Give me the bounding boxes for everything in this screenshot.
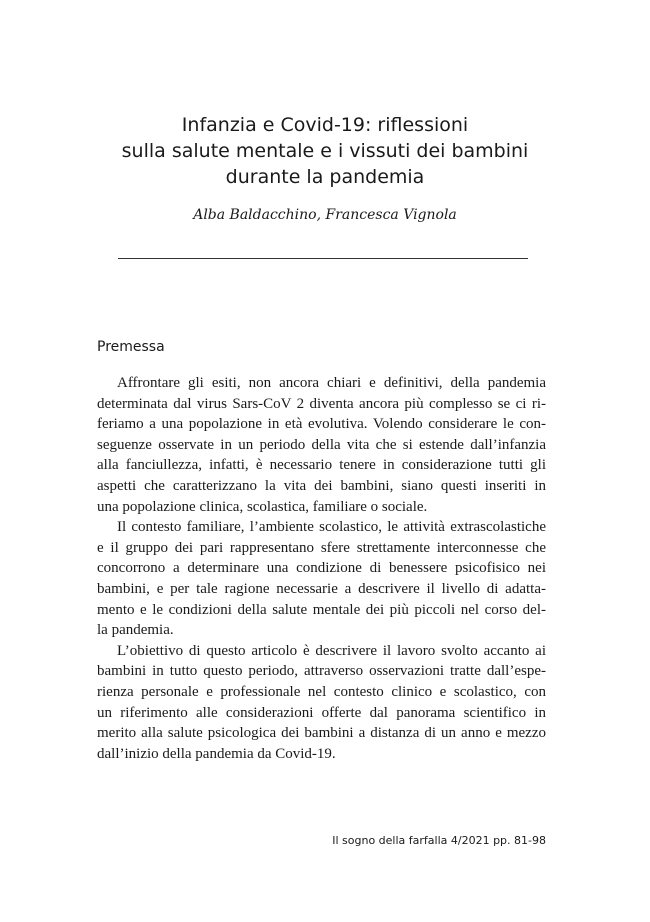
text-line: e il gruppo dei pari rappresentano sfere strettamente interconnesse che (97, 539, 546, 556)
text-line: alla fanciullezza, infatti, è necessario tenere in considerazione tutti gli (97, 457, 546, 474)
article-title (0, 112, 650, 190)
title-line: sulla salute mentale e i vissuti dei bambini (121, 140, 529, 162)
text-line: la pandemia. (97, 622, 174, 639)
paragraph (97, 517, 546, 641)
title-line: Infanzia e Covid-19: riflessioni (181, 114, 469, 136)
title-line: durante la pandemia (225, 166, 425, 188)
text-line: bambini, e per tale ragione necessarie a descrivere il livello di adatta- (97, 580, 546, 597)
text-line: merito alla salute psicologica dei bambini a distanza di un anno e mezzo (97, 725, 546, 742)
text-line: Affrontare gli esiti, non ancora chiari e definitivi, della pandemia (117, 375, 546, 391)
text-line: seguenze osservate in un periodo della vita che si estende dall’infanzia (97, 436, 546, 453)
text-line: Il contesto familiare, l’ambiente scolastico, le attività extrascolastiche (117, 519, 546, 536)
paragraph (97, 373, 546, 517)
text-line: determinata dal virus Sars-CoV 2 diventa ancora più complesso se ci ri- (97, 395, 546, 412)
text-line: bambini in tutto questo periodo, attraverso osservazioni tratte dall’espe- (97, 663, 546, 680)
title-divider (118, 258, 528, 259)
paragraph (97, 641, 546, 765)
article-body (97, 373, 546, 764)
text-line: una popolazione clinica, scolastica, familiare o sociale. (97, 498, 428, 515)
article-authors: Alba Baldacchino, Francesca Vignola (193, 207, 457, 223)
text-line: feriamo a una popolazione in età evolutiva. Volendo considerare le con- (97, 416, 546, 433)
text-line: mento e le condizioni della salute mentale dei più piccoli nel corso del- (97, 601, 546, 618)
text-line: concorrono a determinare una condizione di benessere psicofisico nei (97, 560, 546, 577)
section-heading: Premessa (97, 339, 165, 355)
text-line: rienza personale e professionale nel contesto clinico e scolastico, con (97, 683, 546, 700)
text-line: dall’inizio della pandemia da Covid-19. (97, 745, 336, 762)
text-line: un riferimento alle considerazioni offerte dal panorama scientifico in (97, 704, 546, 721)
page-footer-citation: Il sogno della farfalla 4/2021 pp. 81-98 (332, 834, 546, 847)
text-line: aspetti che caratterizzano la vita dei bambini, siano questi inseriti in (97, 477, 546, 494)
text-line: L’obiettivo di questo articolo è descrivere il lavoro svolto accanto ai (117, 642, 546, 659)
